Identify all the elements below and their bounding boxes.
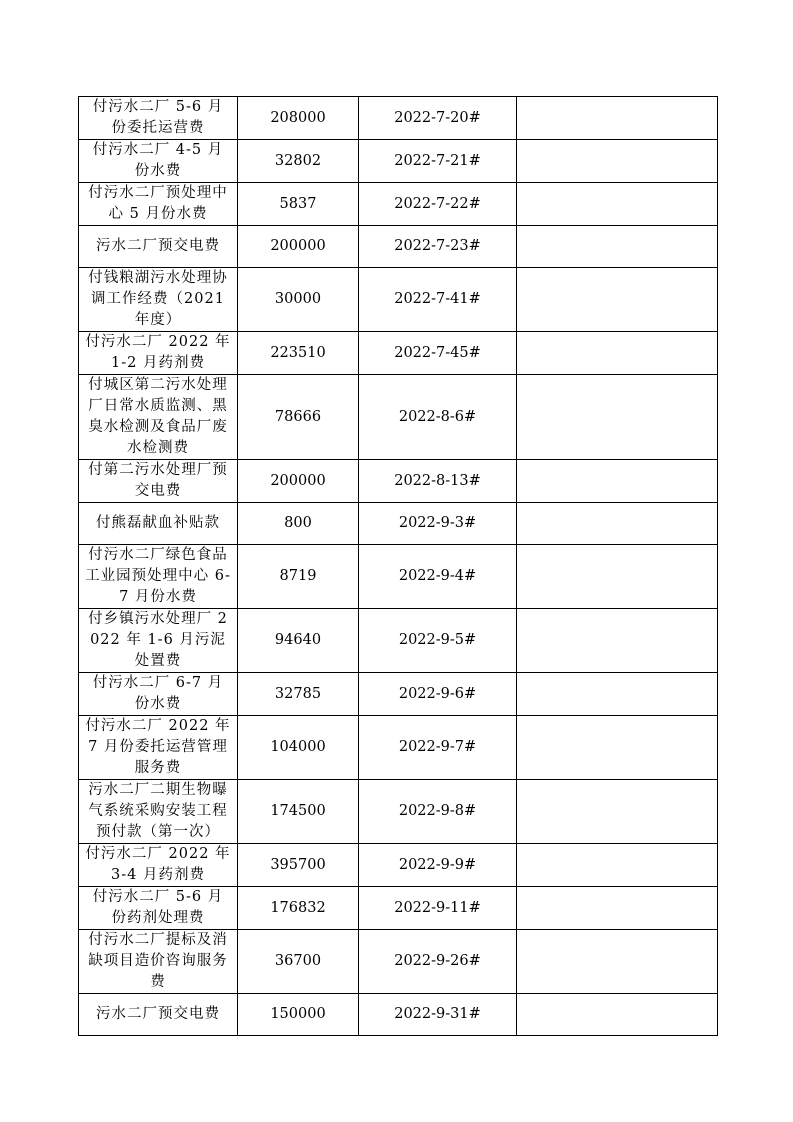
voucher-cell: 2022-7-20# — [359, 97, 517, 140]
description-cell: 污水二厂预交电费 — [79, 994, 238, 1036]
voucher-cell: 2022-8-6# — [359, 375, 517, 460]
table-row — [79, 268, 718, 332]
remark-cell — [517, 268, 718, 332]
description-cell: 污水二厂预交电费 — [79, 226, 238, 268]
table-row — [79, 887, 718, 930]
remark-cell — [517, 460, 718, 503]
amount-cell: 30000 — [238, 268, 359, 332]
table-row — [79, 673, 718, 716]
amount-cell: 208000 — [238, 97, 359, 140]
table-row — [79, 375, 718, 460]
remark-cell — [517, 226, 718, 268]
table-row — [79, 97, 718, 140]
description-cell: 付污水二厂 2022 年 3-4 月药剂费 — [79, 844, 238, 887]
table-row — [79, 716, 718, 780]
table-row — [79, 332, 718, 375]
table-row — [79, 844, 718, 887]
remark-cell — [517, 545, 718, 609]
description-cell: 付污水二厂 4-5 月份水费 — [79, 140, 238, 183]
table-row — [79, 545, 718, 609]
description-cell: 付污水二厂绿色食品工业园预处理中心 6-7 月份水费 — [79, 545, 238, 609]
remark-cell — [517, 375, 718, 460]
remark-cell — [517, 332, 718, 375]
description-cell: 付污水二厂 6-7 月份水费 — [79, 673, 238, 716]
amount-cell: 223510 — [238, 332, 359, 375]
remark-cell — [517, 140, 718, 183]
table-row — [79, 140, 718, 183]
table-row — [79, 183, 718, 226]
amount-cell: 104000 — [238, 716, 359, 780]
voucher-cell: 2022-9-26# — [359, 930, 517, 994]
amount-cell: 32802 — [238, 140, 359, 183]
voucher-cell: 2022-9-6# — [359, 673, 517, 716]
table-row — [79, 994, 718, 1036]
description-cell: 付乡镇污水处理厂 2022 年 1-6 月污泥处置费 — [79, 609, 238, 673]
amount-cell: 200000 — [238, 460, 359, 503]
amount-cell: 176832 — [238, 887, 359, 930]
description-cell: 付污水二厂 5-6 月份药剂处理费 — [79, 887, 238, 930]
voucher-cell: 2022-9-4# — [359, 545, 517, 609]
voucher-cell: 2022-7-23# — [359, 226, 517, 268]
voucher-cell: 2022-9-8# — [359, 780, 517, 844]
description-cell: 付熊磊献血补贴款 — [79, 503, 238, 545]
amount-cell: 36700 — [238, 930, 359, 994]
remark-cell — [517, 609, 718, 673]
payment-table — [78, 96, 718, 1036]
remark-cell — [517, 780, 718, 844]
remark-cell — [517, 503, 718, 545]
table-row — [79, 930, 718, 994]
voucher-cell: 2022-9-9# — [359, 844, 517, 887]
remark-cell — [517, 183, 718, 226]
amount-cell: 200000 — [238, 226, 359, 268]
remark-cell — [517, 716, 718, 780]
voucher-cell: 2022-9-5# — [359, 609, 517, 673]
voucher-cell: 2022-9-11# — [359, 887, 517, 930]
amount-cell: 174500 — [238, 780, 359, 844]
description-cell: 污水二厂二期生物曝气系统采购安装工程预付款（第一次） — [79, 780, 238, 844]
description-cell: 付污水二厂 5-6 月份委托运营费 — [79, 97, 238, 140]
payment-table-body — [79, 97, 718, 1036]
voucher-cell: 2022-7-21# — [359, 140, 517, 183]
table-row — [79, 503, 718, 545]
description-cell: 付污水二厂 2022 年 1-2 月药剂费 — [79, 332, 238, 375]
voucher-cell: 2022-9-3# — [359, 503, 517, 545]
amount-cell: 395700 — [238, 844, 359, 887]
description-cell: 付钱粮湖污水处理协调工作经费（2021 年度） — [79, 268, 238, 332]
voucher-cell: 2022-9-31# — [359, 994, 517, 1036]
voucher-cell: 2022-7-41# — [359, 268, 517, 332]
description-cell: 付污水二厂预处理中心 5 月份水费 — [79, 183, 238, 226]
amount-cell: 5837 — [238, 183, 359, 226]
amount-cell: 8719 — [238, 545, 359, 609]
remark-cell — [517, 97, 718, 140]
remark-cell — [517, 887, 718, 930]
voucher-cell: 2022-7-45# — [359, 332, 517, 375]
amount-cell: 94640 — [238, 609, 359, 673]
table-row — [79, 609, 718, 673]
amount-cell: 800 — [238, 503, 359, 545]
table-row — [79, 780, 718, 844]
description-cell: 付第二污水处理厂预交电费 — [79, 460, 238, 503]
remark-cell — [517, 673, 718, 716]
description-cell: 付污水二厂提标及消缺项目造价咨询服务费 — [79, 930, 238, 994]
remark-cell — [517, 930, 718, 994]
voucher-cell: 2022-9-7# — [359, 716, 517, 780]
description-cell: 付城区第二污水处理厂日常水质监测、黑臭水检测及食品厂废水检测费 — [79, 375, 238, 460]
remark-cell — [517, 844, 718, 887]
table-row — [79, 460, 718, 503]
amount-cell: 32785 — [238, 673, 359, 716]
table-row — [79, 226, 718, 268]
remark-cell — [517, 994, 718, 1036]
amount-cell: 150000 — [238, 994, 359, 1036]
description-cell: 付污水二厂 2022 年 7 月份委托运营管理服务费 — [79, 716, 238, 780]
voucher-cell: 2022-8-13# — [359, 460, 517, 503]
amount-cell: 78666 — [238, 375, 359, 460]
voucher-cell: 2022-7-22# — [359, 183, 517, 226]
